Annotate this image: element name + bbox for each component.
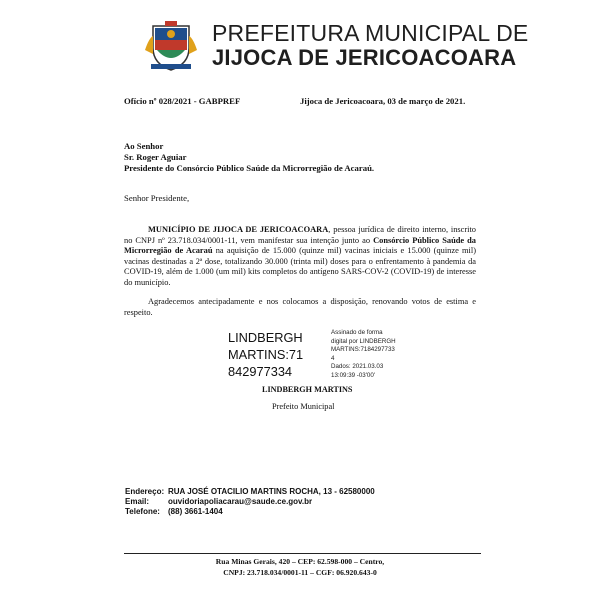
oficio-number: Ofício nº 028/2021 - GABPREF: [124, 96, 241, 106]
addressee-line2: Sr. Roger Aguiar: [124, 152, 187, 162]
address-label: Endereço:: [125, 487, 165, 496]
footer-divider: [124, 553, 481, 554]
municipality-name: MUNICÍPIO DE JIJOCA DE JERICOACOARA: [148, 225, 329, 234]
contact-email: [125, 497, 312, 506]
digital-signature-details: Assinado de forma digital por LINDBERGH MARTINS:7184297733 4 Dados: 2021.03.03 13:09:39 -03'00': [331, 329, 396, 379]
signer-role: Prefeito Municipal: [272, 402, 335, 411]
paragraph1-text-a: , pessoa jurídica de direito interno, inscrito no CNPJ nº 23.718.034/0001-11, vem manifestar sua intenção junto ao: [124, 225, 476, 245]
email-value: ouvidoriapoliacarau@saude.ce.gov.br: [168, 497, 313, 506]
email-label: Email:: [125, 497, 150, 506]
digital-signature-name: LINDBERGH MARTINS:71 842977334: [228, 330, 304, 379]
municipal-coat-of-arms-logo: [143, 20, 199, 72]
paragraph2-text: Agradecemos antecipadamente e nos colocamos a disposição, renovando votos de estima e respeito.: [124, 297, 476, 317]
body-paragraph-2: [124, 297, 476, 318]
letterhead-line2: JIJOCA DE JERICOACOARA: [212, 45, 517, 70]
phone-label: Telefone:: [125, 507, 160, 516]
footer-address: Rua Minas Gerais, 420 – CEP: 62.598-000 – Centro,: [215, 557, 385, 566]
letterhead-line1: PREFEITURA MUNICIPAL DE: [212, 20, 529, 46]
address-value: RUA JOSÉ OTACILIO MARTINS ROCHA, 13 - 62580000: [168, 487, 375, 496]
phone-value: (88) 3661-1404: [168, 507, 223, 516]
body-paragraph-1: [124, 225, 476, 289]
addressee-line1: Ao Senhor: [124, 141, 164, 151]
greeting: Senhor Presidente,: [124, 193, 190, 203]
paragraph1-text-b: na aquisição de 15.000 (quinze mil) vacinas iniciais e 15.000 (quinze mil) vacinas destinadas a 2ª dose, totalizando 30.000 (trinta mil) doses para o enfrentamento à pandemia da COVID-19, além de 1.000 (um mil) kits completos do antígeno SARS-COV-2 (COVID-19) de interesse do município.: [124, 246, 476, 287]
consortium-name: Consórcio Público Saúde da Microrregião de Acaraú: [124, 235, 476, 256]
footer-registration: CNPJ: 23.718.034/0001-11 – CGF: 06.920.643-0: [223, 568, 377, 577]
contact-phone: [125, 507, 223, 516]
place-date: Jijoca de Jericoacoara, 03 de março de 2021.: [300, 96, 466, 106]
addressee-line3: Presidente do Consórcio Público Saúde da Microrregião de Acaraú.: [124, 163, 375, 173]
signer-name: LINDBERGH MARTINS: [262, 385, 353, 394]
contact-address: [125, 487, 375, 496]
